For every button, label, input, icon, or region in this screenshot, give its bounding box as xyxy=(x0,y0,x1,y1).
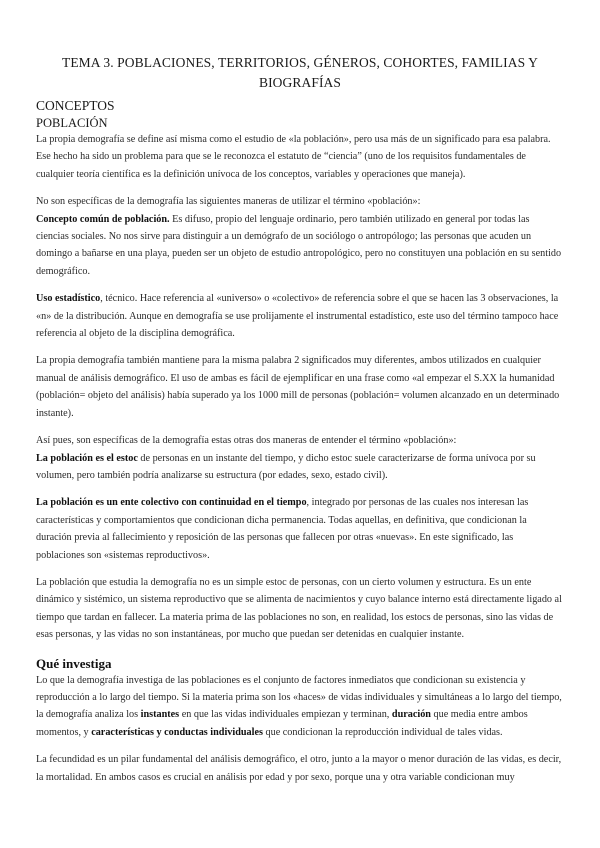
paragraph-ente-colectivo: La población es un ente colectivo con continuidad en el tiempo, integrado por personas de las cuales nos interesan las características y comportamientos que condicionan dicha permanencia. Todas aquellas, en definitiva, que condicionan la duración previa al fallecimiento y reposición de las personas que fallecen por otras «nuevas». En este significado, las poblaciones son «sistemas reproductivos». xyxy=(36,497,529,561)
bold-term: Uso estadístico xyxy=(36,293,101,305)
section-heading-conceptos: CONCEPTOS xyxy=(36,98,115,113)
bold-term: La población es el estoc xyxy=(36,452,138,464)
subsection-heading-poblacion: POBLACIÓN xyxy=(36,116,108,130)
paragraph-definition: La propia demografía se define así misma como el estudio de «la población», pero usa más de un significado para esa palabra. Ese hecho ha sido un problema para que se le reconozca el estatuto de “ciencia” (uno de los requisitos fundamentales de cualquier teoría científica es la definición unívoca de los conceptos, variables y operaciones que maneja). xyxy=(36,134,551,180)
bold-term: duración xyxy=(391,709,431,721)
bold-term: instantes xyxy=(140,709,180,721)
bold-term: La población es un ente colectivo con continuidad en el tiempo xyxy=(36,497,307,509)
paragraph-que-investiga: Lo que la demografía investiga de las poblaciones es el conjunto de factores inmediatos que condicionan su existencia y reproducción a lo largo del tiempo. Si la materia prima son los «haces» de vidas individuales y simultáneas a lo largo del tiempo, la demografía analiza los instantes en que las vidas individuales empiezan y terminan, duración que media entre ambos momentos, y características y conductas individuales que condicionan la reproducción individual de tales vidas. xyxy=(36,674,562,738)
paragraph-especificas-intro: Así pues, son específicas de la demografía estas otras dos maneras de entender el término «población»: xyxy=(36,435,457,447)
paragraph-sistema-reproductivo: La población que estudia la demografía no es un simple estoc de personas, con un cierto volumen y estructura. Es un ente dinámico y sistémico, un sistema reproductivo que se alimenta de nacimientos y cuyo balance interno está directamente ligado al tiempo que tardan en fallecer. La materia prima de las poblaciones no son, en realidad, los estocs de personas, sino las vidas de esas personas, y las vidas no son instantáneas, por mucho que puedan ser detenidas en cualquier instante. xyxy=(36,576,562,641)
paragraph-non-specific-intro: No son específicas de la demografía las siguientes maneras de utilizar el término «población»: xyxy=(36,196,421,208)
paragraph-concepto-comun: Concepto común de población. Es difuso, propio del lenguaje ordinario, pero también utilizado en general por todas las ciencias sociales. No nos sirve para distinguir a un demógrafo de un sociólogo o antropólogo; las personas que acuden un domingo a bañarse en una playa, pueden ser un objeto de estudio antropológico, pero no constituyen una población en su sentido demográfico. xyxy=(36,213,562,277)
paragraph-uso-estadistico: Uso estadístico, técnico. Hace referencia al «universo» o «colectivo» de referencia sobre el que se hacen las 3 observaciones, la «n» de la distribución. Aunque en demografía se use prolijamente el instrumental estadístico, este uso del término tampoco hace referencia al objeto de la disciplina demográfica. xyxy=(36,293,559,340)
bold-term: Concepto común de población. xyxy=(36,213,170,225)
paragraph-dos-significados: La propia demografía también mantiene para la misma palabra 2 significados muy diferentes, ambos utilizados en cualquier manual de análisis demográfico. El uso de ambas es fácil de ejemplificar en una frase como «al empezar el S.XX la humanidad (población= objeto del análisis) había superado ya los 1000 mill de personas (población= volumen alcanzado en un determinado instante). xyxy=(36,355,560,419)
document-title: TEMA 3. POBLACIONES, TERRITORIOS, GÉNEROS, COHORTES, FAMILIAS Y BIOGRAFÍAS xyxy=(61,55,539,90)
paragraph-estoc: La población es el estoc de personas en un instante del tiempo, y dicho estoc suele caracterizarse de forma unívoca por su volumen, pero también podría analizarse su estructura (por edades, sexo, estado civil). xyxy=(36,452,536,481)
bold-term: características y conductas individuales xyxy=(91,726,263,738)
paragraph-fecundidad: La fecundidad es un pilar fundamental del análisis demográfico, el otro, junto a la mayor o menor duración de las vidas, es decir, la mortalidad. En ambos casos es crucial en análisis por edad y por sexo, porque una y otra variable condicionan muy xyxy=(36,754,562,783)
section-heading-que-investiga: Qué investiga xyxy=(36,655,112,671)
